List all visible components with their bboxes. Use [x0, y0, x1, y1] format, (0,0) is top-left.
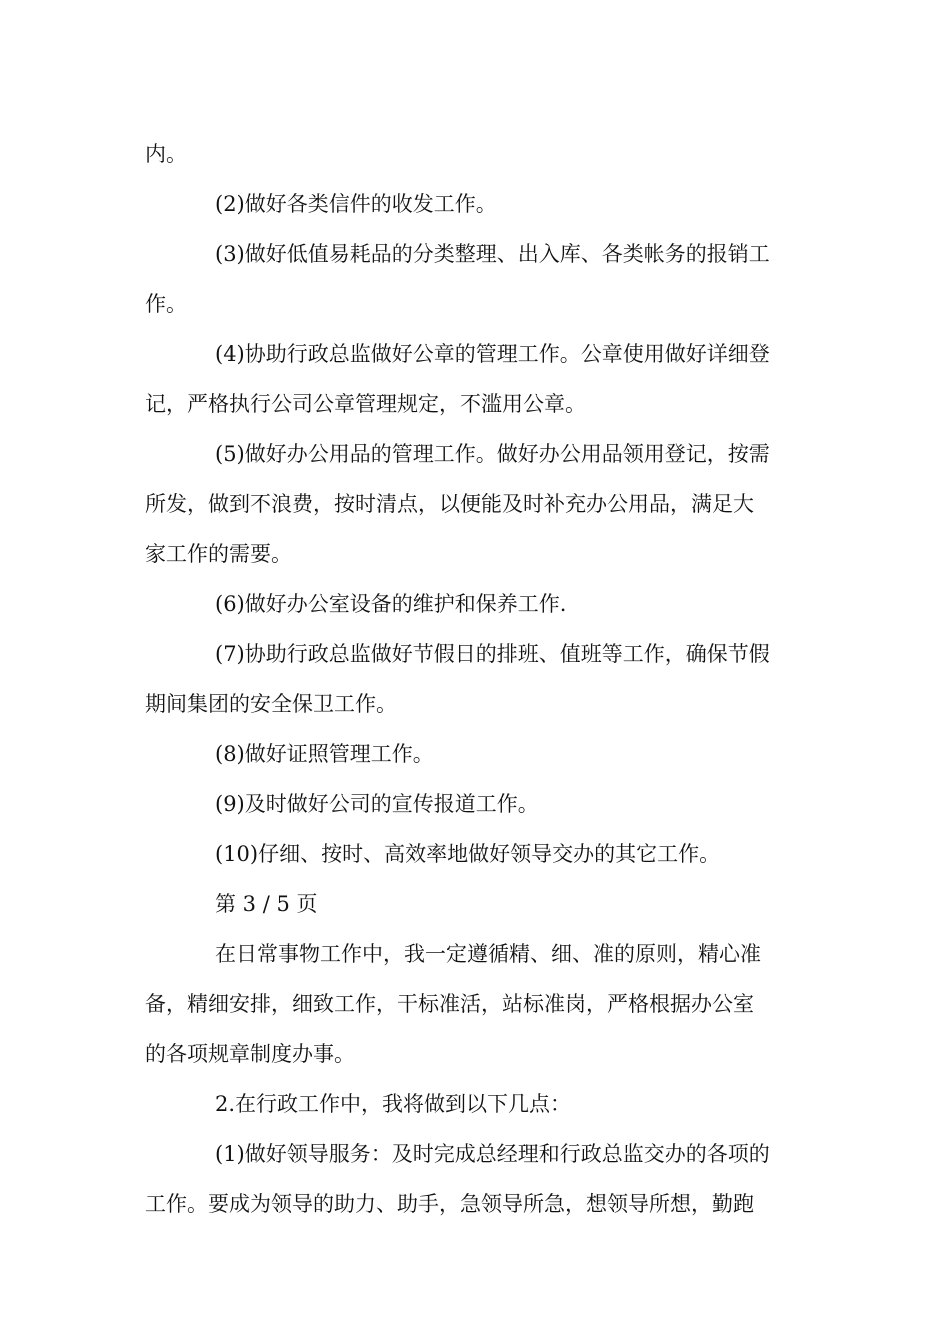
text-line: (3)做好低值易耗品的分类整理、出入库、各类帐务的报销工	[215, 242, 770, 266]
text-line: 2.在行政工作中，我将做到以下几点：	[215, 1092, 572, 1116]
text-line: (8)做好证照管理工作。	[215, 742, 434, 766]
text-line: (6)做好办公室设备的维护和保养工作.	[215, 592, 567, 616]
text-line: 内。	[145, 142, 187, 166]
text-line: 期间集团的安全保卫工作。	[145, 692, 397, 716]
text-line: 工作。要成为领导的助力、助手，急领导所急，想领导所想，勤跑	[145, 1192, 754, 1216]
text-line: (9)及时做好公司的宣传报道工作。	[215, 792, 539, 816]
text-line: 备，精细安排，细致工作，干标准活，站标准岗，严格根据办公室	[145, 992, 754, 1016]
text-line: 在日常事物工作中，我一定遵循精、细、准的原则，精心准	[215, 942, 761, 966]
text-line: 记，严格执行公司公章管理规定，不滥用公章。	[145, 392, 586, 416]
text-line: (2)做好各类信件的收发工作。	[215, 192, 497, 216]
text-line: (1)做好领导服务：及时完成总经理和行政总监交办的各项的	[215, 1142, 770, 1166]
text-line: 作。	[145, 292, 187, 316]
text-line: (5)做好办公用品的管理工作。做好办公用品领用登记，按需	[215, 442, 770, 466]
text-line: (7)协助行政总监做好节假日的排班、值班等工作，确保节假	[215, 642, 770, 666]
text-line: 家工作的需要。	[145, 542, 292, 566]
text-line: (10)仔细、按时、高效率地做好领导交办的其它工作。	[215, 842, 721, 866]
text-line: 的各项规章制度办事。	[145, 1042, 355, 1066]
page-number: 第 3 / 5 页	[215, 892, 318, 916]
document-body	[145, 129, 810, 1229]
text-line: (4)协助行政总监做好公章的管理工作。公章使用做好详细登	[215, 342, 770, 366]
text-line: 所发，做到不浪费，按时清点，以便能及时补充办公用品，满足大	[145, 492, 754, 516]
